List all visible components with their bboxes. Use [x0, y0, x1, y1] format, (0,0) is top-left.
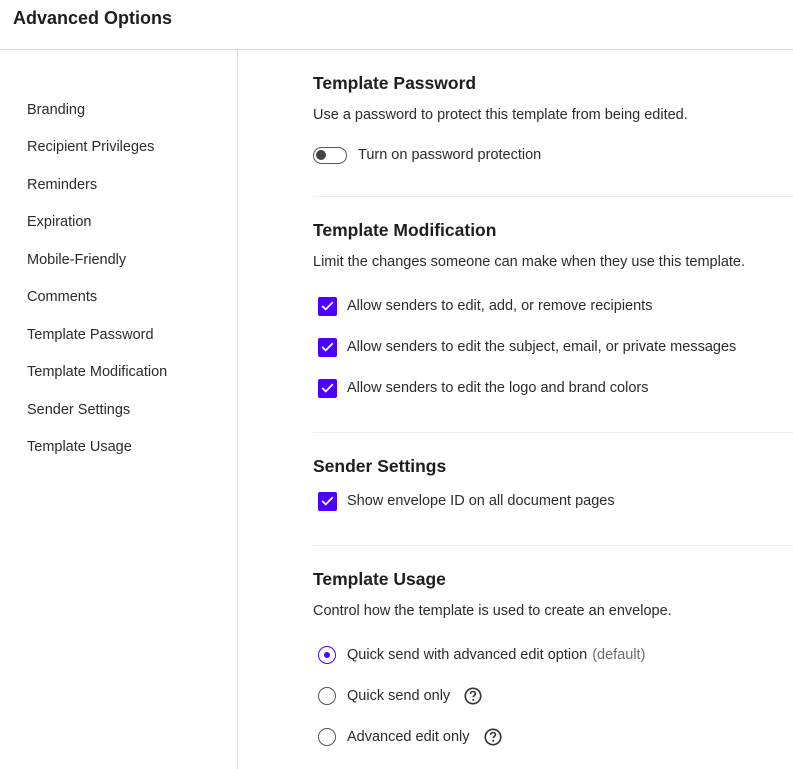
- quick-send-advanced-label: Quick send with advanced edit option: [347, 647, 588, 663]
- envelope-id-checkbox[interactable]: [318, 492, 337, 511]
- template-usage-description: Control how the template is used to create an envelope.: [313, 603, 672, 619]
- checkbox-row-edit-recipients: [313, 295, 652, 317]
- check-icon: [321, 342, 334, 352]
- advanced-edit-only-radio[interactable]: [318, 728, 336, 746]
- edit-recipients-checkbox[interactable]: [318, 297, 337, 316]
- default-note: (default): [592, 647, 646, 663]
- sidebar-item-comments[interactable]: Comments: [27, 289, 98, 305]
- sidebar-item-reminders[interactable]: Reminders: [27, 177, 98, 193]
- checkbox-row-edit-messages: [313, 336, 736, 358]
- edit-brand-label: Allow senders to edit the logo and brand colors: [347, 380, 649, 396]
- section-title-template-password: Template Password: [313, 73, 477, 93]
- check-icon: [321, 301, 334, 311]
- password-protection-row: [313, 144, 541, 166]
- sidebar-item-branding[interactable]: Branding: [27, 102, 86, 118]
- question-circle-icon[interactable]: [464, 687, 482, 705]
- page-title: Advanced Options: [13, 8, 173, 28]
- section-divider: [313, 432, 793, 433]
- sidebar-item-mobile-friendly[interactable]: Mobile-Friendly: [27, 252, 127, 268]
- sidebar-item-template-usage[interactable]: Template Usage: [27, 439, 132, 455]
- checkbox-row-edit-brand: [313, 377, 648, 399]
- radio-row-quick-send-advanced: [313, 644, 645, 666]
- sidebar-nav: [0, 50, 238, 769]
- check-icon: [321, 496, 334, 506]
- section-title-template-usage: Template Usage: [313, 569, 446, 589]
- sidebar-item-template-password[interactable]: Template Password: [27, 327, 154, 343]
- toggle-knob: [316, 150, 326, 160]
- sidebar-item-template-modification[interactable]: Template Modification: [27, 364, 168, 380]
- radio-dot: [324, 652, 330, 658]
- radio-row-quick-send-only: [313, 685, 482, 707]
- edit-brand-checkbox[interactable]: [318, 379, 337, 398]
- quick-send-advanced-radio[interactable]: [318, 646, 336, 664]
- check-icon: [321, 383, 334, 393]
- section-divider: [313, 545, 793, 546]
- checkbox-row-envelope-id: [313, 490, 615, 512]
- edit-messages-label: Allow senders to edit the subject, email, or private messages: [347, 339, 737, 355]
- section-title-sender-settings: Sender Settings: [313, 456, 447, 476]
- edit-recipients-label: Allow senders to edit, add, or remove recipients: [347, 298, 653, 314]
- envelope-id-label: Show envelope ID on all document pages: [347, 493, 615, 509]
- header: [0, 0, 793, 50]
- section-divider: [313, 196, 793, 197]
- password-protection-label: Turn on password protection: [358, 147, 542, 163]
- section-title-template-modification: Template Modification: [313, 220, 497, 240]
- sidebar-item-recipient-privileges[interactable]: Recipient Privileges: [27, 139, 155, 155]
- quick-send-only-radio[interactable]: [318, 687, 336, 705]
- quick-send-only-label: Quick send only: [347, 688, 451, 704]
- edit-messages-checkbox[interactable]: [318, 338, 337, 357]
- template-modification-description: Limit the changes someone can make when they use this template.: [313, 254, 746, 270]
- sidebar-item-expiration[interactable]: Expiration: [27, 214, 92, 230]
- sidebar-item-sender-settings[interactable]: Sender Settings: [27, 402, 131, 418]
- advanced-edit-only-label: Advanced edit only: [347, 729, 470, 745]
- password-protection-toggle[interactable]: [313, 147, 347, 164]
- question-circle-icon[interactable]: [484, 728, 502, 746]
- template-password-description: Use a password to protect this template from being edited.: [313, 107, 688, 123]
- radio-row-advanced-edit-only: [313, 726, 502, 748]
